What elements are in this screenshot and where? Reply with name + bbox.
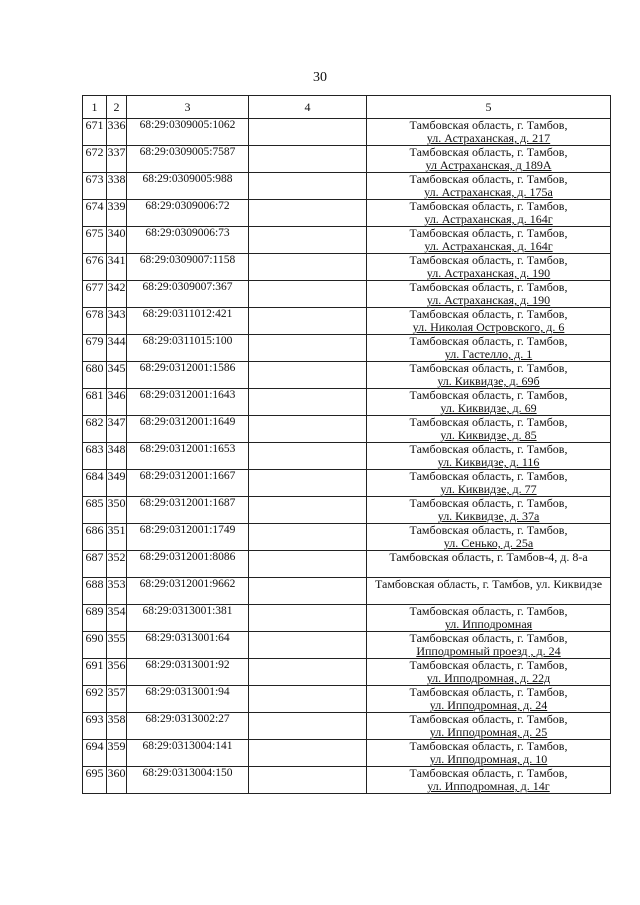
list-number: 352 (107, 551, 127, 578)
cadastral-number: 68:29:0311012:421 (127, 308, 249, 335)
empty-cell (249, 632, 367, 659)
address-line-2: ул. Киквидзе, д. 85 (440, 428, 537, 442)
address-line-1: Тамбовская область, г. Тамбов, (409, 118, 568, 132)
row-number: 675 (83, 227, 107, 254)
address-line-2: ул Астраханская, д 189А (425, 158, 552, 172)
table-body (83, 119, 611, 794)
list-number: 347 (107, 416, 127, 443)
list-number: 351 (107, 524, 127, 551)
address-line-1: Тамбовская область, г. Тамбов, (409, 739, 568, 753)
address-line-1: Тамбовская область, г. Тамбов, (409, 766, 568, 780)
address-cell (367, 416, 611, 443)
cadastral-number: 68:29:0312001:1653 (127, 443, 249, 470)
row-number: 672 (83, 146, 107, 173)
list-number: 344 (107, 335, 127, 362)
address-line-2: ул. Киквидзе, д. 116 (437, 455, 540, 469)
table-row (83, 443, 611, 470)
row-number: 691 (83, 659, 107, 686)
cadastral-number: 68:29:0309007:367 (127, 281, 249, 308)
address-cell (367, 740, 611, 767)
table-row (83, 524, 611, 551)
cadastral-number: 68:29:0313004:141 (127, 740, 249, 767)
table-row (83, 605, 611, 632)
address-line-2: ул. Киквидзе, д. 77 (440, 482, 537, 496)
address-line-1: Тамбовская область, г. Тамбов, (409, 334, 568, 348)
list-number: 354 (107, 605, 127, 632)
address-line-1: Тамбовская область, г. Тамбов, ул. Киквидзе (374, 577, 603, 591)
empty-cell (249, 524, 367, 551)
empty-cell (249, 740, 367, 767)
address-line-2: ул. Ипподромная, д. 25 (429, 725, 548, 739)
cadastral-number: 68:29:0312001:1643 (127, 389, 249, 416)
address-cell (367, 767, 611, 794)
empty-cell (249, 173, 367, 200)
list-number: 348 (107, 443, 127, 470)
address-cell (367, 497, 611, 524)
row-number: 684 (83, 470, 107, 497)
table-header-row (83, 96, 611, 119)
table-row (83, 254, 611, 281)
address-line-2: ул. Астраханская, д. 190 (426, 266, 551, 280)
row-number: 694 (83, 740, 107, 767)
address-line-1: Тамбовская область, г. Тамбов, (409, 523, 568, 537)
row-number: 673 (83, 173, 107, 200)
list-number: 346 (107, 389, 127, 416)
list-number: 356 (107, 659, 127, 686)
table-row (83, 281, 611, 308)
empty-cell (249, 605, 367, 632)
list-number: 337 (107, 146, 127, 173)
address-line-2: ул. Гастелло, д. 1 (444, 347, 533, 361)
address-cell (367, 227, 611, 254)
address-cell (367, 551, 611, 578)
address-line-2: ул. Киквидзе, д. 69 (440, 401, 537, 415)
list-number: 357 (107, 686, 127, 713)
empty-cell (249, 281, 367, 308)
cadastral-number: 68:29:0313001:64 (127, 632, 249, 659)
list-number: 341 (107, 254, 127, 281)
cadastral-number: 68:29:0313001:92 (127, 659, 249, 686)
list-number: 353 (107, 578, 127, 605)
list-number: 342 (107, 281, 127, 308)
address-line-1: Тамбовская область, г. Тамбов, (409, 307, 568, 321)
row-number: 695 (83, 767, 107, 794)
column-header-5: 5 (367, 96, 611, 119)
list-number: 355 (107, 632, 127, 659)
cadastral-table (82, 95, 611, 794)
row-number: 686 (83, 524, 107, 551)
empty-cell (249, 551, 367, 578)
address-line-1: Тамбовская область, г. Тамбов, (409, 199, 568, 213)
row-number: 671 (83, 119, 107, 146)
address-line-1: Тамбовская область, г. Тамбов, (409, 145, 568, 159)
cadastral-number: 68:29:0309007:1158 (127, 254, 249, 281)
address-cell (367, 713, 611, 740)
cadastral-number: 68:29:0309006:72 (127, 200, 249, 227)
table-row (83, 146, 611, 173)
row-number: 693 (83, 713, 107, 740)
empty-cell (249, 443, 367, 470)
address-line-2: Ипподромный проезд , д. 24 (416, 644, 561, 658)
address-line-2: ул. Ипподромная, д. 24 (429, 698, 548, 712)
empty-cell (249, 200, 367, 227)
table-row (83, 416, 611, 443)
address-cell (367, 281, 611, 308)
cadastral-number: 68:29:0312001:1586 (127, 362, 249, 389)
address-cell (367, 362, 611, 389)
address-line-1: Тамбовская область, г. Тамбов, (409, 361, 568, 375)
empty-cell (249, 767, 367, 794)
address-cell (367, 200, 611, 227)
cadastral-number: 68:29:0309005:7587 (127, 146, 249, 173)
row-number: 687 (83, 551, 107, 578)
table-row (83, 632, 611, 659)
address-line-1: Тамбовская область, г. Тамбов, (409, 685, 568, 699)
address-line-2: ул. Киквидзе, д. 69б (437, 374, 540, 388)
table-row (83, 173, 611, 200)
empty-cell (249, 497, 367, 524)
row-number: 677 (83, 281, 107, 308)
address-line-1: Тамбовская область, г. Тамбов, (409, 415, 568, 429)
cadastral-number: 68:29:0312001:1649 (127, 416, 249, 443)
table-row (83, 362, 611, 389)
address-line-1: Тамбовская область, г. Тамбов, (409, 253, 568, 267)
address-cell (367, 389, 611, 416)
row-number: 682 (83, 416, 107, 443)
empty-cell (249, 389, 367, 416)
address-cell (367, 308, 611, 335)
address-cell (367, 146, 611, 173)
address-cell (367, 173, 611, 200)
row-number: 692 (83, 686, 107, 713)
address-line-2: ул. Ипподромная, д. 10 (429, 752, 548, 766)
cadastral-number: 68:29:0309006:73 (127, 227, 249, 254)
list-number: 358 (107, 713, 127, 740)
list-number: 339 (107, 200, 127, 227)
address-cell (367, 632, 611, 659)
list-number: 359 (107, 740, 127, 767)
row-number: 685 (83, 497, 107, 524)
address-line-2: ул. Ипподромная (444, 617, 533, 631)
table-row (83, 200, 611, 227)
row-number: 681 (83, 389, 107, 416)
address-line-1: Тамбовская область, г. Тамбов, (409, 658, 568, 672)
table-row (83, 767, 611, 794)
address-cell (367, 686, 611, 713)
table-row (83, 497, 611, 524)
table-row (83, 686, 611, 713)
address-cell (367, 119, 611, 146)
table-row (83, 551, 611, 578)
column-header-4: 4 (249, 96, 367, 119)
empty-cell (249, 578, 367, 605)
row-number: 683 (83, 443, 107, 470)
list-number: 360 (107, 767, 127, 794)
table-row (83, 119, 611, 146)
empty-cell (249, 686, 367, 713)
empty-cell (249, 659, 367, 686)
row-number: 674 (83, 200, 107, 227)
list-number: 345 (107, 362, 127, 389)
address-line-2: ул. Ипподромная, д. 14г (427, 779, 550, 793)
table-row (83, 740, 611, 767)
address-line-2: ул. Николая Островского, д. 6 (412, 320, 565, 334)
row-number: 676 (83, 254, 107, 281)
cadastral-number: 68:29:0312001:1749 (127, 524, 249, 551)
table-row (83, 227, 611, 254)
address-line-1: Тамбовская область, г. Тамбов, (409, 442, 568, 456)
cadastral-number: 68:29:0312001:1667 (127, 470, 249, 497)
address-line-2: ул. Астраханская, д. 190 (426, 293, 551, 307)
address-line-1: Тамбовская область, г. Тамбов, (409, 388, 568, 402)
empty-cell (249, 416, 367, 443)
address-cell (367, 524, 611, 551)
list-number: 350 (107, 497, 127, 524)
empty-cell (249, 713, 367, 740)
address-line-1: Тамбовская область, г. Тамбов, (409, 496, 568, 510)
empty-cell (249, 254, 367, 281)
list-number: 349 (107, 470, 127, 497)
row-number: 688 (83, 578, 107, 605)
column-header-2: 2 (107, 96, 127, 119)
page-number: 30 (313, 70, 327, 85)
address-line-2: ул. Ипподромная, д. 22д (426, 671, 551, 685)
address-line-2: ул. Астраханская, д. 175а (424, 185, 553, 199)
cadastral-number: 68:29:0309005:1062 (127, 119, 249, 146)
cadastral-number: 68:29:0313004:150 (127, 767, 249, 794)
row-number: 679 (83, 335, 107, 362)
address-line-2: ул. Астраханская, д. 164г (424, 239, 553, 253)
cadastral-number: 68:29:0313001:94 (127, 686, 249, 713)
cadastral-number: 68:29:0313002:27 (127, 713, 249, 740)
address-cell (367, 470, 611, 497)
table-row (83, 308, 611, 335)
address-line-1: Тамбовская область, г. Тамбов, (409, 712, 568, 726)
address-line-1: Тамбовская область, г. Тамбов, (409, 226, 568, 240)
cadastral-number: 68:29:0312001:1687 (127, 497, 249, 524)
address-line-1: Тамбовская область, г. Тамбов, (409, 172, 568, 186)
cadastral-number: 68:29:0311015:100 (127, 335, 249, 362)
row-number: 689 (83, 605, 107, 632)
list-number: 338 (107, 173, 127, 200)
address-line-1: Тамбовская область, г. Тамбов-4, д. 8-а (389, 550, 588, 564)
address-line-1: Тамбовская область, г. Тамбов, (409, 631, 568, 645)
address-cell (367, 254, 611, 281)
address-line-2: ул. Астраханская, д. 217 (426, 131, 551, 145)
address-line-2: ул. Сенько, д. 25а (443, 536, 534, 550)
empty-cell (249, 308, 367, 335)
row-number: 678 (83, 308, 107, 335)
empty-cell (249, 119, 367, 146)
empty-cell (249, 146, 367, 173)
empty-cell (249, 335, 367, 362)
list-number: 340 (107, 227, 127, 254)
column-header-1: 1 (83, 96, 107, 119)
address-line-1: Тамбовская область, г. Тамбов, (409, 604, 568, 618)
address-cell (367, 335, 611, 362)
row-number: 690 (83, 632, 107, 659)
address-cell (367, 578, 611, 605)
table-row (83, 389, 611, 416)
table-row (83, 470, 611, 497)
empty-cell (249, 362, 367, 389)
list-number: 343 (107, 308, 127, 335)
cadastral-number: 68:29:0313001:381 (127, 605, 249, 632)
table-row (83, 578, 611, 605)
table-row (83, 659, 611, 686)
column-header-3: 3 (127, 96, 249, 119)
address-line-1: Тамбовская область, г. Тамбов, (409, 469, 568, 483)
address-line-2: ул. Киквидзе, д. 37а (437, 509, 540, 523)
cadastral-number: 68:29:0309005:988 (127, 173, 249, 200)
address-line-2: ул. Астраханская, д. 164г (424, 212, 553, 226)
cadastral-number: 68:29:0312001:8086 (127, 551, 249, 578)
table-row (83, 335, 611, 362)
empty-cell (249, 470, 367, 497)
address-line-1: Тамбовская область, г. Тамбов, (409, 280, 568, 294)
address-cell (367, 605, 611, 632)
cadastral-number: 68:29:0312001:9662 (127, 578, 249, 605)
empty-cell (249, 227, 367, 254)
list-number: 336 (107, 119, 127, 146)
row-number: 680 (83, 362, 107, 389)
address-cell (367, 443, 611, 470)
address-cell (367, 659, 611, 686)
table-row (83, 713, 611, 740)
